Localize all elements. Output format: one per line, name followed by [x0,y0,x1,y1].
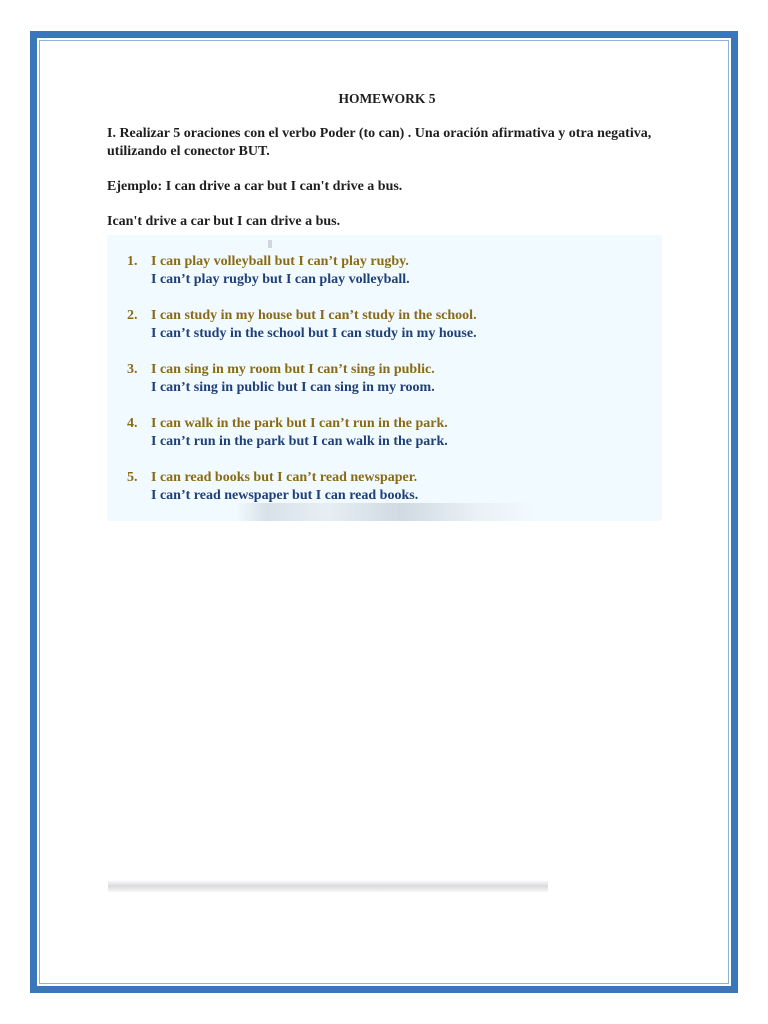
affirmative-sentence: I can sing in my room but I can’t sing in public. [151,362,435,377]
affirmative-sentence: I can read books but I can’t read newspaper. [151,470,418,485]
list-item [107,415,662,451]
list-item [107,469,662,505]
scan-artifact [268,240,272,248]
negative-sentence: I can’t play rugby but I can play volleyball. [151,272,410,287]
negative-sentence: I can’t run in the park but I can walk in the park. [151,434,448,449]
list-item [107,361,662,397]
affirmative-sentence: I can play volleyball but I can’t play rugby. [151,254,409,269]
item-number: 2. [127,308,138,323]
item-number: 4. [127,416,138,431]
negative-sentence: I can’t sing in public but I can sing in my room. [151,380,435,395]
document-body [107,90,667,231]
example-text: Ejemplo: I can drive a car but I can't drive a bus. [107,179,403,194]
document-title: HOMEWORK 5 [338,91,436,106]
negative-sentence: I can’t study in the school but I can study in my house. [151,326,477,341]
list-item [107,253,662,289]
item-number: 1. [127,254,138,269]
affirmative-sentence: I can study in my house but I can’t study in the school. [151,308,477,323]
negative-sentence: I can’t read newspaper but I can read books. [151,488,419,503]
scan-artifact-bottom [108,880,548,892]
list-item [107,307,662,343]
example-reverse-text: Ican't drive a car but I can drive a bus. [107,214,341,229]
answers-list [107,253,662,523]
item-number: 5. [127,470,138,485]
item-number: 3. [127,362,138,377]
affirmative-sentence: I can walk in the park but I can’t run in the park. [151,416,448,431]
instructions-text: I. Realizar 5 oraciones con el verbo Poder (to can) . Una oración afirmativa y otra negativa, utilizando el conector BUT. [107,126,652,159]
